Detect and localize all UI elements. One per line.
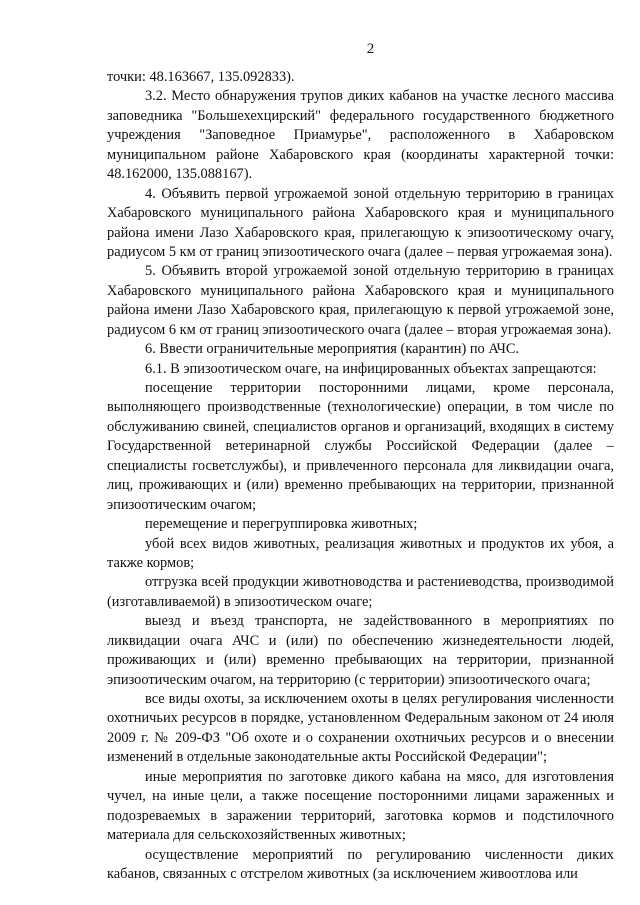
paragraph: выезд и въезд транспорта, не задействованного в мероприятиях по ликвидации очага АЧС и (или) по обеспечению жизнедеятельности людей, проживающих и (или) временно пребывающих на территории, признанной эпизоотическим очагом, на территорию (с территории) эпизоотического очага;: [107, 613, 614, 688]
paragraph: точки: 48.163667, 135.092833).: [107, 69, 295, 85]
paragraph: 4. Объявить первой угрожаемой зоной отдельную территорию в границах Хабаровского муниципального района Хабаровского края и муниципального района имени Лазо Хабаровского края, прилегающую к эпизоотическому очагу, радиусом 5 км от границ эпизоотического очага (далее – первая угрожаемая зона).: [107, 185, 614, 260]
paragraph: 5. Объявить второй угрожаемой зоной отдельную территорию в границах Хабаровского муниципального района Хабаровского края и муниципального района имени Лазо Хабаровского края, прилегающую к первой угрожаемой зоне, радиусом 6 км от границ эпизоотического очага (далее – вторая угрожаемая зона).: [107, 263, 614, 338]
paragraph: 6. Ввести ограничительные мероприятия (карантин) по АЧС.: [145, 341, 520, 358]
paragraph: отгрузка всей продукции животноводства и растениеводства, производимой (изготавливаемой) в эпизоотическом очаге;: [107, 574, 614, 610]
paragraph: убой всех видов животных, реализация животных и продуктов их убоя, а также кормов;: [107, 535, 614, 571]
paragraph: 6.1. В эпизоотическом очаге, на инфицированных объектах запрещаются:: [145, 360, 597, 377]
paragraph: посещение территории посторонними лицами, кроме персонала, выполняющего производственные (технологические) операции, в том числе по обслуживанию свиней, специалистов органов и организаций, входящих в систему Государственной ветеринарной службы Российской Федерации (далее – специалисты госветслужбы), и привлеченного персонала для ликвидации очага, лиц, проживающих и (или) временно пребывающих на территории, признанной эпизоотическим очагом;: [107, 380, 614, 513]
paragraph: перемещение и перегруппировка животных;: [145, 516, 418, 533]
document-body: [107, 68, 614, 884]
paragraph: иные мероприятия по заготовке дикого кабана на мясо, для изготовления чучел, на иные цели, а также посещение посторонними лицами зараженных и подозреваемых в заражении территорий, заготовка кормов и подстилочного материала для сельскохозяйственных животных;: [107, 768, 614, 844]
paragraph: 3.2. Место обнаружения трупов диких кабанов на участке лесного массива заповедника "Большехехцирский" федерального государственного бюджетного учреждения "Заповедное Приамурье", расположенного в Хабаровском муниципальном районе Хабаровского края (координаты характерной точки: 48.162000, 135.088167).: [107, 88, 614, 183]
page-number: 2: [366, 41, 375, 57]
paragraph: все виды охоты, за исключением охоты в целях регулирования численности охотничьих ресурсов в порядке, установленном Федеральным законом от 24 июля 2009 г. № 209-ФЗ "Об охоте и о сохранении охотничьих ресурсов и о внесении изменений в отдельные законодательные акты Российской Федерации";: [107, 691, 614, 766]
paragraph: осуществление мероприятий по регулированию численности диких кабанов, связанных с отстрелом животных (за исключением живоотлова или: [107, 846, 614, 882]
